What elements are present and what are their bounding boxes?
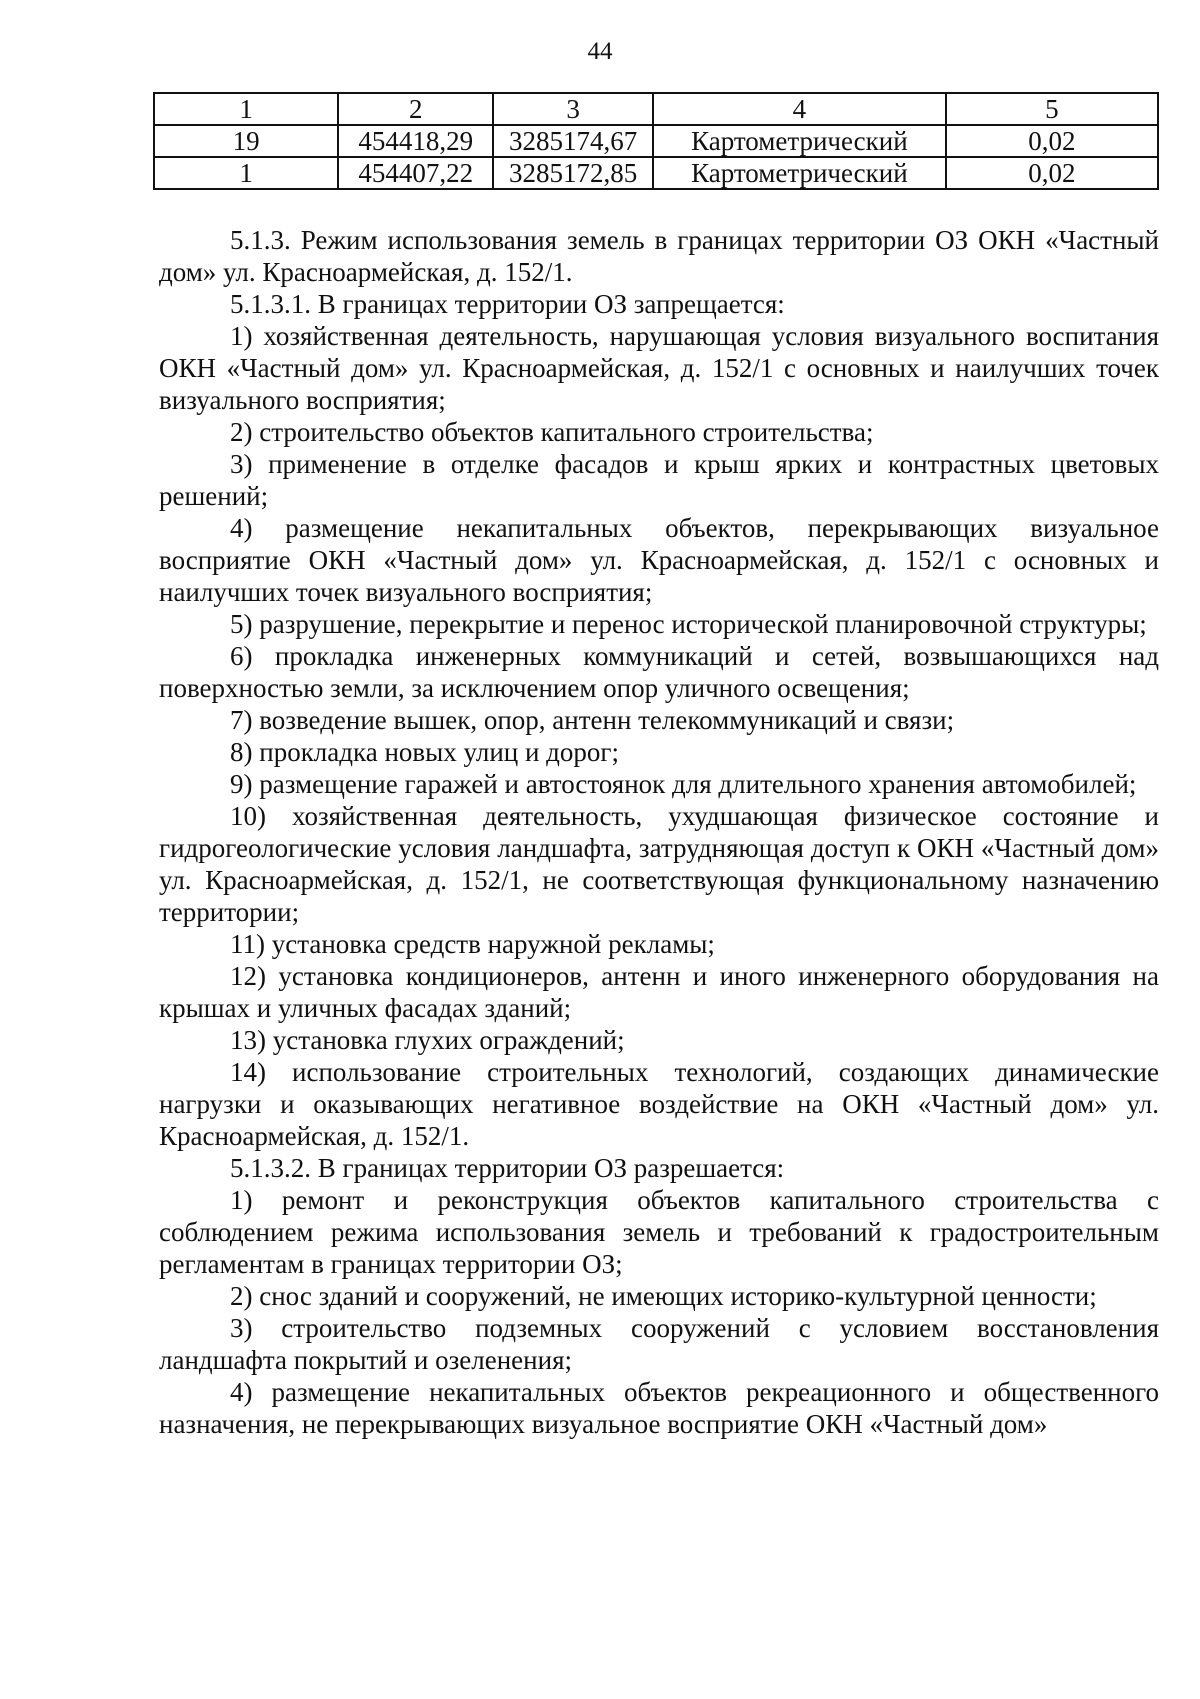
- point-number-cell: 1: [154, 157, 338, 189]
- list-item: 5) разрушение, перекрытие и перенос исторической планировочной структуры;: [230, 609, 1147, 639]
- list-item: 7) возведение вышек, опор, антенн телекоммуникаций и связи;: [230, 705, 955, 735]
- list-item: 11) установка средств наружной рекламы;: [230, 929, 715, 959]
- section-heading: 5.1.3. Режим использования земель в границах территории ОЗ ОКН «Частный дом» ул. Красноармейская, д. 152/1.: [159, 225, 1159, 287]
- subsection-heading: 5.1.3.2. В границах территории ОЗ разрешается:: [230, 1153, 785, 1183]
- list-item: 12) установка кондиционеров, антенн и иного инженерного оборудования на крышах и уличных фасадах зданий;: [159, 961, 1159, 1023]
- page-number: 44: [587, 38, 613, 65]
- table-row: [154, 157, 1158, 189]
- list-item: 13) установка глухих ограждений;: [230, 1025, 625, 1055]
- column-number-cell: 1: [154, 93, 338, 125]
- x-coordinate-cell: 454418,29: [338, 125, 493, 157]
- list-item: 8) прокладка новых улиц и дорог;: [230, 737, 619, 767]
- list-item: 4) размещение некапитальных объектов, перекрывающих визуальное восприятие ОКН «Частный дом» ул. Красноармейская, д. 152/1 с основных и наилучших точек визуального восприятия;: [159, 513, 1159, 607]
- x-coordinate-cell: 454407,22: [338, 157, 493, 189]
- list-item: 1) хозяйственная деятельность, нарушающая условия визуального воспитания ОКН «Частный дом» ул. Красноармейская, д. 152/1 с основных и наилучших точек визуального восприятия;: [159, 321, 1159, 415]
- column-number-cell: 5: [946, 93, 1158, 125]
- list-item: 9) размещение гаражей и автостоянок для длительного хранения автомобилей;: [230, 769, 1137, 799]
- y-coordinate-cell: 3285172,85: [493, 157, 653, 189]
- y-coordinate-cell: 3285174,67: [493, 125, 653, 157]
- subsection-heading: 5.1.3.1. В границах территории ОЗ запрещается:: [230, 289, 785, 319]
- list-item: 14) использование строительных технологий, создающих динамические нагрузки и оказывающих негативное воздействие на ОКН «Частный дом» ул. Красноармейская, д. 152/1.: [159, 1057, 1159, 1151]
- table-row: [154, 125, 1158, 157]
- document-body: [159, 224, 1159, 1440]
- list-item: 4) размещение некапитальных объектов рекреационного и общественного назначения, не перекрывающих визуальное восприятие ОКН «Частный дом»: [159, 1377, 1159, 1439]
- list-item: 2) снос зданий и сооружений, не имеющих историко-культурной ценности;: [230, 1281, 1097, 1311]
- accuracy-cell: 0,02: [946, 125, 1158, 157]
- list-item: 3) строительство подземных сооружений с условием восстановления ландшафта покрытий и озеленения;: [159, 1313, 1159, 1375]
- method-cell: Картометрический: [653, 157, 946, 189]
- table-header-row: [154, 93, 1158, 125]
- method-cell: Картометрический: [653, 125, 946, 157]
- column-number-cell: 4: [653, 93, 946, 125]
- list-item: 1) ремонт и реконструкция объектов капитального строительства с соблюдением режима использования земель и требований к градостроительным регламентам в границах территории ОЗ;: [159, 1185, 1159, 1279]
- point-number-cell: 19: [154, 125, 338, 157]
- column-number-cell: 2: [338, 93, 493, 125]
- list-item: 3) применение в отделке фасадов и крыш ярких и контрастных цветовых решений;: [159, 449, 1159, 511]
- column-number-cell: 3: [493, 93, 653, 125]
- accuracy-cell: 0,02: [946, 157, 1158, 189]
- coordinates-table: [153, 92, 1159, 190]
- list-item: 2) строительство объектов капитального строительства;: [230, 417, 874, 447]
- list-item: 6) прокладка инженерных коммуникаций и сетей, возвышающихся над поверхностью земли, за исключением опор уличного освещения;: [159, 641, 1159, 703]
- list-item: 10) хозяйственная деятельность, ухудшающая физическое состояние и гидрогеологические условия ландшафта, затрудняющая доступ к ОКН «Частный дом» ул. Красноармейская, д. 152/1, не соответствующая функциональному назначению территории;: [159, 801, 1159, 927]
